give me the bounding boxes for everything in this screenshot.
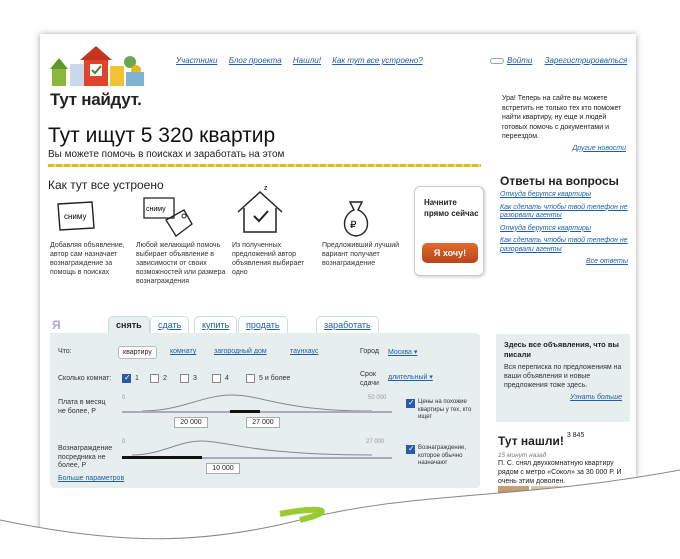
faq-link[interactable]: Откуда берутся квартиры — [500, 191, 592, 198]
svg-text:сниму: сниму — [64, 212, 87, 221]
what-label: Что: — [58, 348, 72, 355]
option-room[interactable]: комнату — [170, 348, 197, 355]
option-townhouse[interactable]: таунхаус — [290, 348, 319, 355]
tab-broker[interactable]: заработать — [316, 316, 379, 333]
faq-link[interactable]: Как сделать чтобы твой телефон не разорвали агенты — [500, 237, 628, 253]
faq-title: Ответы на вопросы — [500, 174, 619, 188]
all-answers-link[interactable]: Все ответы — [585, 258, 628, 265]
more-params-link[interactable]: Больше параметров — [58, 475, 125, 482]
chevron-down-icon: ▾ — [413, 349, 418, 356]
want-button[interactable]: Я хочу! — [422, 243, 478, 263]
rooms-2-label: 2 — [163, 375, 167, 382]
page-title: Тут ищут 5 320 квартир — [48, 124, 276, 147]
how-title: Как тут все устроено — [48, 178, 164, 192]
price-label: Плата в месяц не более, Р — [58, 399, 106, 415]
news-text: Ура! Теперь на сайте вы можете встретить не только тех кто поможет найти квартиру, ну еще и людей готовых помочь с документами и переездом. — [502, 95, 622, 140]
found-title: Тут нашли! — [498, 434, 564, 448]
tab-buy[interactable]: купить — [194, 316, 237, 333]
svg-text:₽: ₽ — [350, 220, 357, 231]
more-news-link[interactable]: Другие новости — [572, 144, 626, 152]
step-1-text: Добавляя объявление, автор сам назначает вознаграждение за помощь в поисках — [50, 242, 125, 276]
chevron-down-icon: ▾ — [429, 374, 433, 381]
price-from-input[interactable]: 20 000 — [174, 417, 208, 428]
nav-found[interactable]: Нашли! — [292, 56, 321, 65]
step-2-text: Любой желающий помочь выбирает объявление в зависимости от своих возможностей или размера вознаграждения — [136, 242, 226, 285]
reward-input[interactable]: 10 000 — [206, 463, 240, 474]
reward-note: Вознаграждение, которое обычно назначают — [418, 445, 467, 466]
found-story: П. С. снял двухкомнатную квартиру рядом с метро «Сокол» за 30 000 Р. И очень этим доволен. — [498, 460, 622, 485]
register-link[interactable]: Зарегистрироваться — [544, 56, 628, 65]
login-link[interactable]: Войти — [507, 56, 533, 65]
rooms-label: Сколько комнат: — [58, 375, 112, 382]
faq-link[interactable]: Как сделать чтобы твой телефон не разорвали агенты — [500, 203, 628, 219]
city-value: Москва — [388, 349, 412, 356]
reward-scale-min: 0 — [122, 439, 126, 445]
term-label: Срок сдачи — [360, 371, 379, 387]
nav-how-it-works[interactable]: Как тут все устроено? — [332, 56, 423, 65]
term-value: длительный — [388, 374, 428, 381]
step-4-text: Предложивший лучший вариант получает вознаграждение — [322, 242, 400, 267]
learn-more-link[interactable]: Узнать больше — [570, 394, 622, 401]
nav-participants[interactable]: Участники — [176, 56, 218, 65]
reward-scale-max: 27 000 — [366, 439, 385, 445]
city-label: Город — [360, 348, 379, 355]
price-note: Цены на похожие квартиры у тех, кто ищет — [418, 399, 472, 420]
faq-link[interactable]: Откуда берутся квартиры — [500, 224, 592, 232]
tab-rent[interactable]: снять — [108, 316, 150, 333]
page-subtitle: Вы можете помочь в поисках и заработать на этом — [48, 149, 285, 160]
rooms-1-label: 1 — [135, 375, 139, 382]
tab-sell[interactable]: продать — [238, 316, 288, 333]
option-country-house[interactable]: загородный дом — [214, 348, 267, 355]
found-count: 3 845 — [566, 432, 585, 439]
svg-text:сниму: сниму — [146, 206, 166, 213]
option-apartment[interactable]: квартиру — [118, 346, 157, 359]
logo-text[interactable]: Тут найдут. — [50, 90, 142, 109]
rooms-5plus-label: 5 и более — [259, 375, 291, 382]
my-ads-text: Вся переписка по предложениям на ваши объявления и новые предложения тоже здесь. — [504, 364, 622, 389]
step-3-text: Из полученных предложений автор объявления выбирает одно — [232, 242, 305, 276]
rooms-4-label: 4 — [225, 375, 229, 382]
price-scale-max: 50 000 — [368, 395, 387, 401]
rooms-3-label: 3 — [193, 375, 197, 382]
nav-blog[interactable]: Блог проекта — [228, 56, 282, 65]
price-to-input[interactable]: 27 000 — [246, 417, 280, 428]
price-scale-min: 0 — [122, 395, 126, 401]
svg-text:z: z — [264, 185, 268, 192]
my-ads-title: Здесь все объявления, что вы писали — [504, 340, 619, 359]
cta-text: Начните прямо сейчас — [424, 198, 479, 218]
tab-let[interactable]: сдать — [150, 316, 189, 333]
reward-label: Вознаграждение посредника не более, Р — [58, 445, 113, 469]
want-label: Я — [52, 318, 61, 332]
found-time: 15 минут назад — [498, 452, 547, 459]
